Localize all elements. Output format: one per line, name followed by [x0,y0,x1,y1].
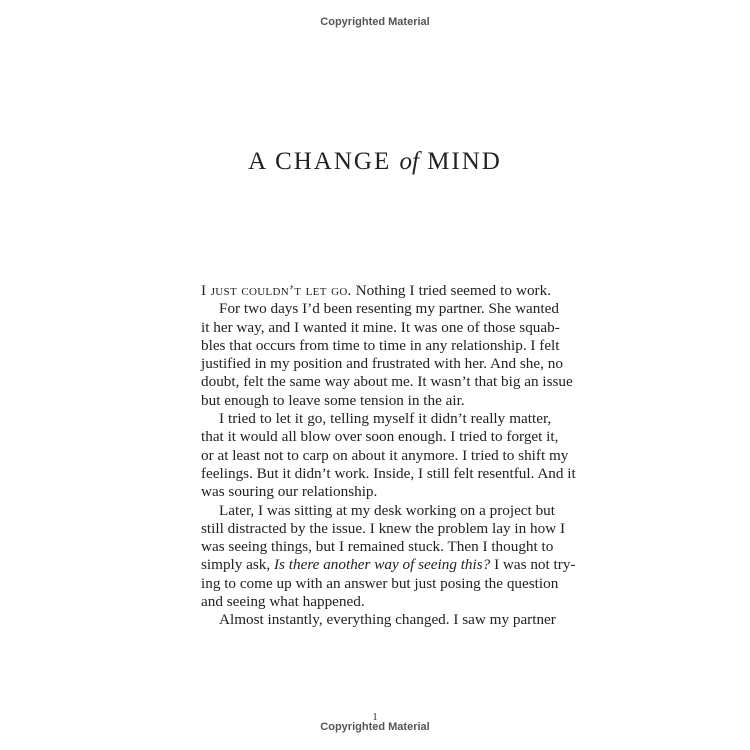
copyright-watermark-bottom: Copyrighted Material [320,721,430,733]
body-line: doubt, felt the same way about me. It wasn’t that big an issue [201,373,573,391]
title-part-1: A CHANGE [248,148,400,175]
body-line: it her way, and I wanted it mine. It was one of those squab- [201,318,560,336]
body-line: bles that occurs from time to time in any relationship. I felt [201,336,560,354]
body-line [201,556,576,574]
line-text: I was not try- [490,556,576,574]
body-line: was souring our relationship. [201,483,378,501]
body-line: or at least not to carp on about it anymore. I tried to shift my [201,446,569,464]
body-line: I tried to let it go, telling myself it didn’t really matter, [219,410,552,428]
body-line: feelings. But it didn’t work. Inside, I still felt resentful. And it [201,464,576,482]
body-line: Almost instantly, everything changed. I saw my partner [219,611,556,629]
body-line: ing to come up with an answer but just posing the question [201,574,559,592]
body-line: still distracted by the issue. I knew the problem lay in how I [201,519,566,537]
chapter-body [201,282,576,630]
body-line: For two days I’d been resenting my partner. She wanted [219,300,559,318]
body-line: that it would all blow over soon enough. I tried to forget it, [201,428,559,446]
body-line: but enough to leave some tension in the air. [201,391,465,409]
small-caps-opening: I just couldn’t let go. [201,282,352,299]
body-line [201,282,551,300]
body-line: justified in my position and frustrated with her. And she, no [201,355,563,373]
body-line: and seeing what happened. [201,593,365,611]
page-number: 1 [372,712,378,723]
body-line: was seeing things, but I remained stuck. Then I thought to [201,538,554,556]
italic-question: Is there another way of seeing this? [274,556,491,574]
body-line: Later, I was sitting at my desk working on a project but [219,501,555,519]
chapter-title [0,148,750,176]
title-italic: of [399,148,419,175]
copyright-watermark-top: Copyrighted Material [320,16,430,28]
title-part-2: MIND [418,148,502,175]
line-text: Nothing I tried seemed to work. [351,282,551,299]
line-text: simply ask, [201,556,274,574]
